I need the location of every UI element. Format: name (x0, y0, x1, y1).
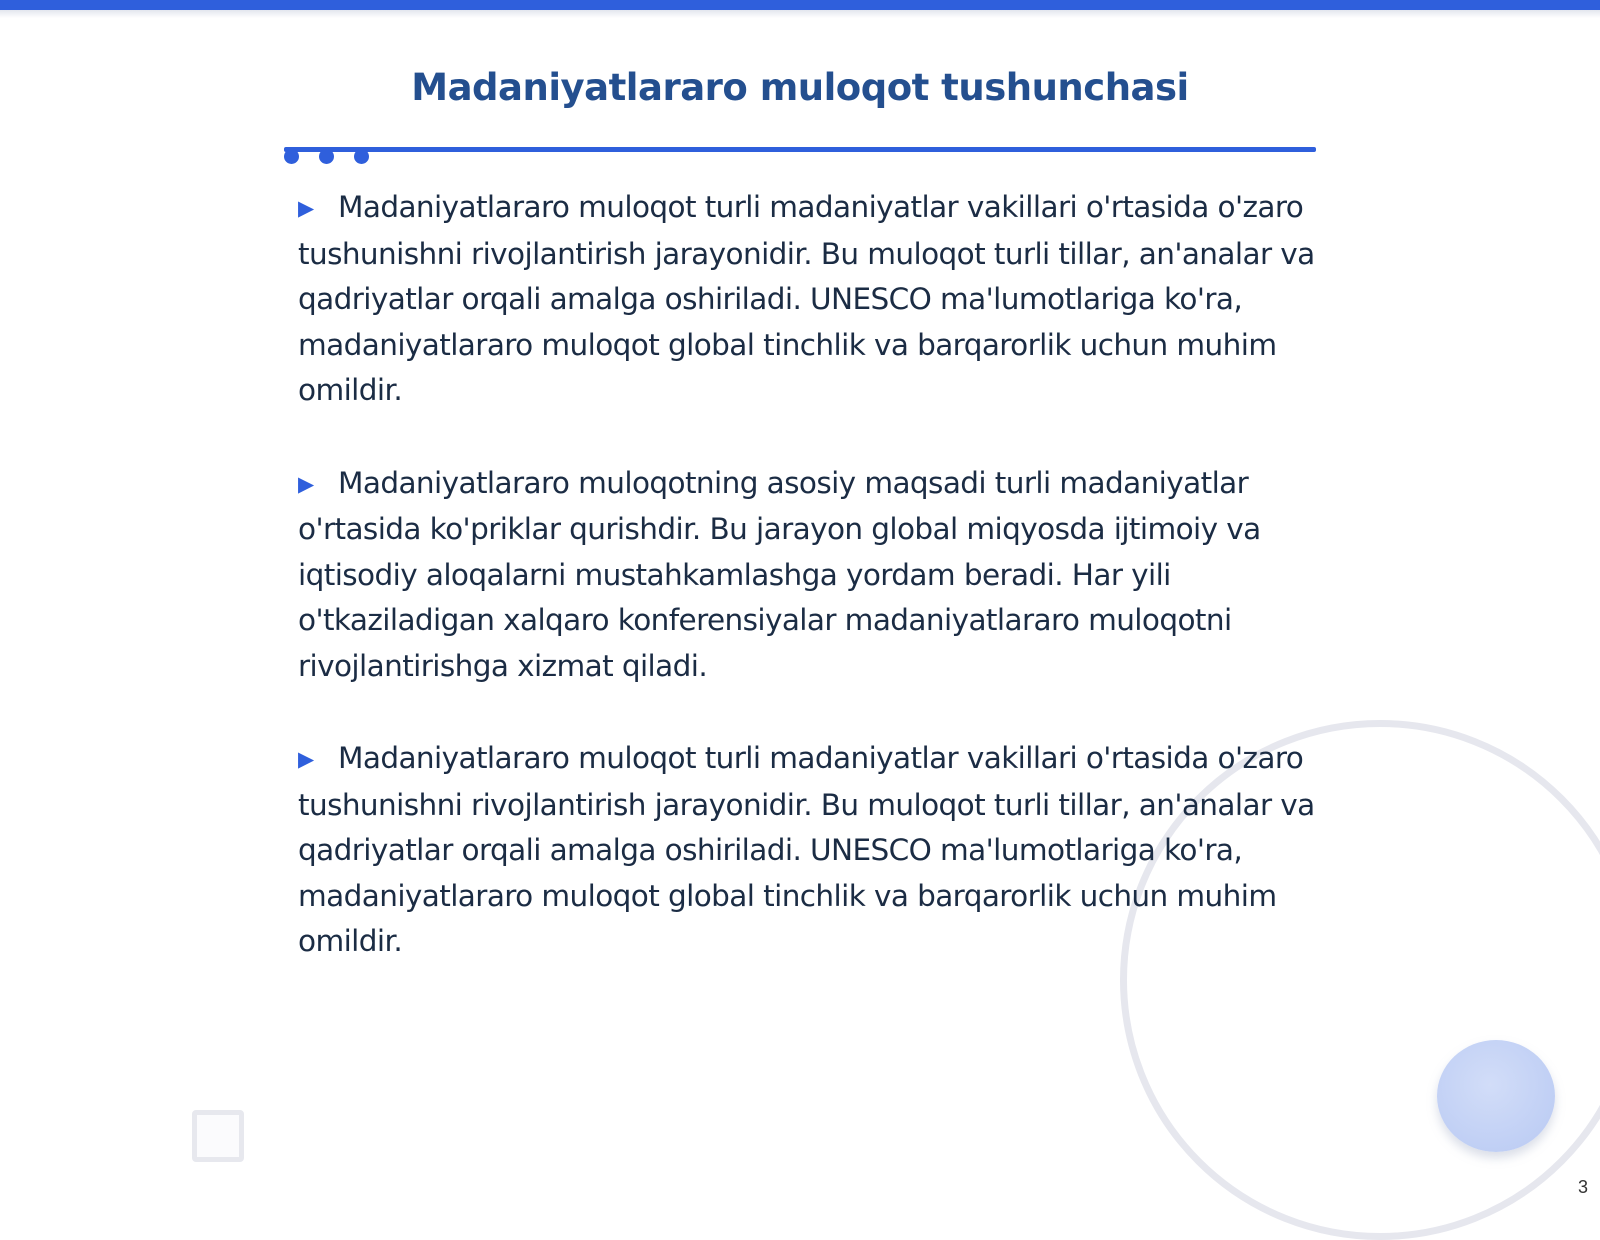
paragraph-text: Madaniyatlararo muloqotning asosiy maqsadi turli madaniyatlar o'rtasida ko'priklar qurishdir. Bu jarayon global miqyosda ijtimoiy va iqtisodiy aloqalarni mustahkamlashga yordam beradi. Har yili o'tkaziladigan xalqaro konferensiyalar madaniyatlararo muloqotni rivojlantirishga xizmat qiladi. (298, 465, 1261, 683)
title-underline (284, 147, 1316, 152)
slide-content (298, 185, 1318, 1012)
decorative-circle (1437, 1040, 1555, 1152)
bullet-arrow-icon: ▶ (298, 471, 314, 496)
bullet-arrow-icon: ▶ (298, 196, 314, 220)
decorative-square (192, 1110, 244, 1162)
bullet-paragraph-3 (298, 736, 1318, 965)
underline-dot-3 (354, 149, 369, 164)
top-accent-bar (0, 0, 1600, 10)
bullet-paragraph-1 (298, 185, 1318, 414)
bullet-arrow-icon: ▶ (298, 747, 314, 771)
page-number: 3 (1577, 1177, 1588, 1197)
paragraph-text: Madaniyatlararo muloqot turli madaniyatlar vakillari o'rtasida o'zaro tushunishni rivojlantirish jarayonidir. Bu muloqot turli tillar, an'analar va qadriyatlar orqali amalga oshiriladi. UNESCO ma'lumotlariga ko'ra, madaniyatlararo muloqot global tinchlik va barqarorlik uchun muhim omildir. (298, 190, 1315, 407)
paragraph-text: Madaniyatlararo muloqot turli madaniyatlar vakillari o'rtasida o'zaro tushunishni rivojlantirish jarayonidir. Bu muloqot turli tillar, an'analar va qadriyatlar orqali amalga oshiriladi. UNESCO ma'lumotlariga ko'ra, madaniyatlararo muloqot global tinchlik va barqarorlik uchun muhim omildir. (298, 741, 1315, 958)
top-bar-shadow (0, 10, 1600, 18)
slide-title: Madaniyatlararo muloqot tushunchasi (411, 66, 1189, 109)
underline-dot-2 (319, 149, 334, 164)
underline-dot-1 (284, 149, 299, 164)
bullet-paragraph-2 (298, 461, 1318, 690)
